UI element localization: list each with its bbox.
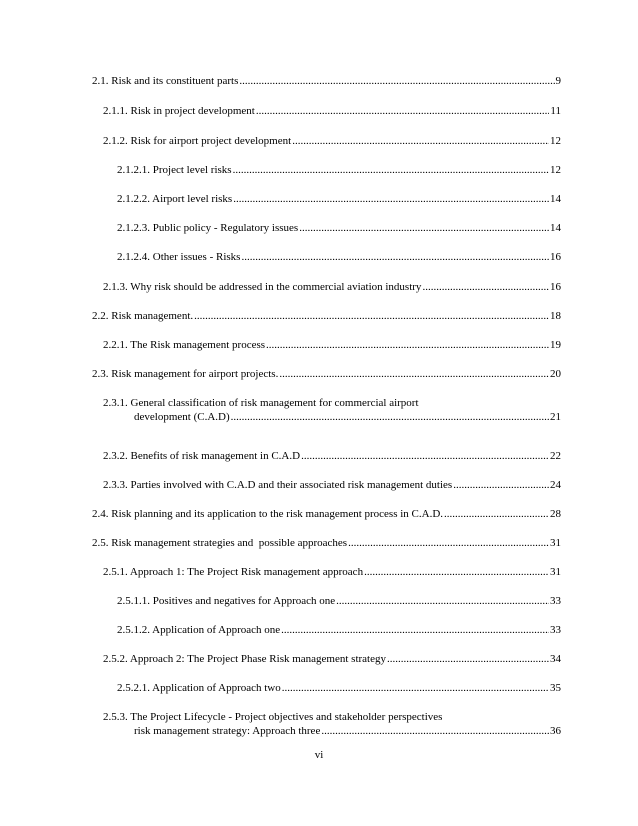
toc-entry bbox=[92, 536, 561, 550]
toc-leader-dots bbox=[194, 309, 549, 323]
toc-entry bbox=[117, 623, 561, 637]
toc-entry bbox=[103, 449, 561, 463]
toc-leader-dots bbox=[336, 594, 549, 608]
toc-entry-page: 21 bbox=[550, 411, 561, 423]
toc-entry bbox=[117, 594, 561, 608]
toc-entry bbox=[117, 250, 561, 264]
toc-entry-page: 22 bbox=[550, 450, 561, 462]
toc-leader-dots bbox=[239, 74, 554, 88]
toc-entry-title-continued: development (C.A.D) bbox=[134, 411, 230, 423]
toc-entry bbox=[117, 163, 561, 177]
toc-leader-dots bbox=[422, 280, 549, 294]
toc-leader-dots bbox=[453, 478, 549, 492]
toc-leader-dots bbox=[231, 410, 549, 424]
toc-entry-title: 2.3.1. General classification of risk management for commercial airport bbox=[103, 397, 419, 409]
toc-leader-dots bbox=[299, 221, 549, 235]
toc-entry-page: 31 bbox=[550, 566, 561, 578]
toc-entry bbox=[117, 192, 561, 206]
toc-entry-title: 2.3.3. Parties involved with C.A.D and their associated risk management duties bbox=[103, 479, 453, 491]
toc-leader-dots bbox=[348, 536, 549, 550]
toc-leader-dots bbox=[444, 507, 549, 521]
toc-entry-page: 28 bbox=[550, 508, 561, 520]
toc-entry-title: 2.5.1.1. Positives and negatives for Approach one bbox=[117, 595, 336, 607]
toc-entry-title: 2.5. Risk management strategies and possible approaches bbox=[92, 537, 348, 549]
toc-entry-page: 18 bbox=[550, 310, 561, 322]
toc-entry bbox=[92, 74, 561, 88]
page-number: vi bbox=[314, 749, 324, 761]
toc-leader-dots bbox=[321, 724, 549, 738]
toc-leader-dots bbox=[256, 104, 550, 118]
toc-entry-title: 2.1.3. Why risk should be addressed in the commercial aviation industry bbox=[103, 281, 422, 293]
toc-entry-page: 34 bbox=[550, 653, 561, 665]
toc-entry-title: 2.2.1. The Risk management process bbox=[103, 339, 266, 351]
toc-entry bbox=[103, 134, 561, 148]
toc-entry-title: 2.1.2. Risk for airport project development bbox=[103, 135, 292, 147]
toc-leader-dots bbox=[387, 652, 549, 666]
toc-entry-page: 33 bbox=[550, 595, 561, 607]
toc-entry-title: 2.3. Risk management for airport projects. bbox=[92, 368, 279, 380]
toc-leader-dots bbox=[241, 250, 549, 264]
toc-leader-dots bbox=[364, 565, 549, 579]
toc-entry bbox=[103, 478, 561, 492]
toc-entry-page: 33 bbox=[550, 624, 561, 636]
toc-entry bbox=[92, 309, 561, 323]
toc-entry bbox=[103, 710, 561, 738]
toc-entry bbox=[103, 338, 561, 352]
toc-entry-page: 24 bbox=[550, 479, 561, 491]
toc-entry-title: 2.1.2.1. Project level risks bbox=[117, 164, 232, 176]
toc-entry-title: 2.2. Risk management. bbox=[92, 310, 194, 322]
toc-leader-dots bbox=[282, 681, 549, 695]
toc-entry bbox=[92, 507, 561, 521]
toc-entry-page: 14 bbox=[550, 193, 561, 205]
toc-entry-title: 2.1.1. Risk in project development bbox=[103, 105, 255, 117]
toc-entry-title: 2.1.2.2. Airport level risks bbox=[117, 193, 233, 205]
toc-entry bbox=[103, 104, 561, 118]
toc-entry bbox=[117, 681, 561, 695]
toc-entry-page: 11 bbox=[550, 105, 561, 117]
toc-entry-page: 20 bbox=[550, 368, 561, 380]
toc-entry-title: 2.5.2. Approach 2: The Project Phase Risk management strategy bbox=[103, 653, 386, 665]
toc-leader-dots bbox=[279, 367, 549, 381]
toc-entry-title: 2.3.2. Benefits of risk management in C.A.D bbox=[103, 450, 301, 462]
toc-entry bbox=[103, 652, 561, 666]
toc-entry-page: 16 bbox=[550, 281, 561, 293]
toc-entry-page: 16 bbox=[550, 251, 561, 263]
toc-entry-title: 2.5.2.1. Application of Approach two bbox=[117, 682, 281, 694]
toc-leader-dots bbox=[281, 623, 549, 637]
toc-entry-title: 2.4. Risk planning and its application to the risk management process in C.A.D. bbox=[92, 508, 444, 520]
toc-entry-page: 12 bbox=[550, 164, 561, 176]
toc-entry bbox=[117, 221, 561, 235]
toc-entry-page: 19 bbox=[550, 339, 561, 351]
toc-leader-dots bbox=[292, 134, 549, 148]
toc-entry-title: 2.1. Risk and its constituent parts bbox=[92, 75, 239, 87]
toc-leader-dots bbox=[301, 449, 549, 463]
toc-leader-dots bbox=[266, 338, 549, 352]
toc-entry bbox=[103, 565, 561, 579]
toc-leader-dots bbox=[233, 163, 549, 177]
toc-entry-title: 2.1.2.4. Other issues - Risks bbox=[117, 251, 241, 263]
toc-entry-page: 36 bbox=[550, 725, 561, 737]
toc-entry-page: 31 bbox=[550, 537, 561, 549]
toc-entry-page: 9 bbox=[555, 75, 561, 87]
toc-entry-title: 2.5.3. The Project Lifecycle - Project objectives and stakeholder perspectives bbox=[103, 711, 443, 723]
toc-entry-title-continued: risk management strategy: Approach three bbox=[134, 725, 321, 737]
toc-entry-title: 2.5.1.2. Application of Approach one bbox=[117, 624, 281, 636]
toc-entry bbox=[103, 396, 561, 424]
toc-entry bbox=[103, 280, 561, 294]
toc-entry-page: 12 bbox=[550, 135, 561, 147]
toc-entry bbox=[92, 367, 561, 381]
toc-entry-page: 35 bbox=[550, 682, 561, 694]
toc-entry-page: 14 bbox=[550, 222, 561, 234]
toc-leader-dots bbox=[233, 192, 549, 206]
toc-entry-title: 2.5.1. Approach 1: The Project Risk management approach bbox=[103, 566, 364, 578]
toc-entry-title: 2.1.2.3. Public policy - Regulatory issues bbox=[117, 222, 299, 234]
